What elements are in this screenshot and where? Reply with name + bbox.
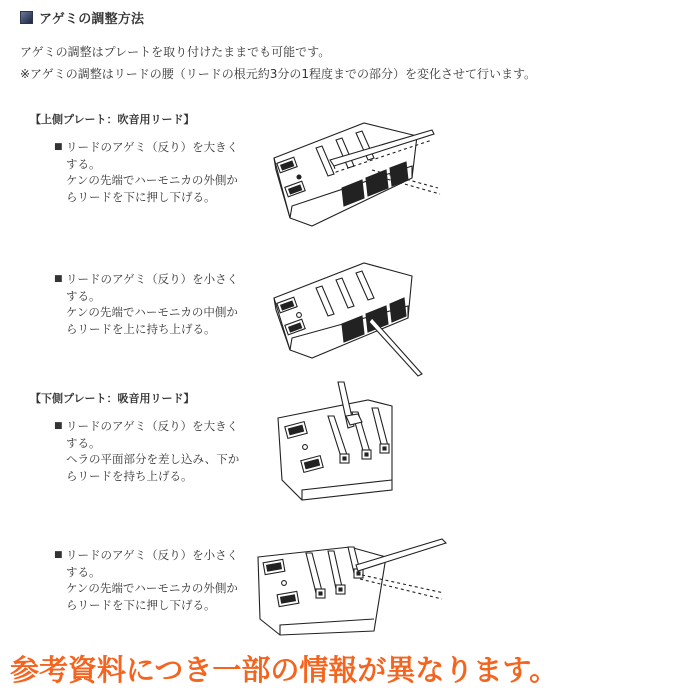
item-line: ケンの先端でハーモニカの中側か <box>66 305 238 319</box>
item-line: らリードを上に持ち上げる。 <box>66 321 216 336</box>
item-line: リードのアゲミ（反り）を大きく <box>66 419 239 433</box>
item-line: ケンの先端でハーモニカの外側か <box>66 581 238 595</box>
illustration-lower-decrease <box>256 535 452 640</box>
illustration-lower-increase <box>272 380 432 505</box>
reference-notice: 参考資料につき一部の情報が異なります。 <box>10 653 559 687</box>
item-line: する。 <box>66 564 101 579</box>
item-line: する。 <box>66 435 101 450</box>
bullet-icon: ■ <box>54 274 63 284</box>
item-line: リードのアゲミ（反り）を大きく <box>66 140 239 154</box>
item-line: らリードを持ち上げる。 <box>66 468 193 483</box>
instruction-item <box>54 139 269 205</box>
section-title-upper-plate: 【上側プレート：吹音用リード】 <box>30 113 195 126</box>
item-line: する。 <box>66 156 101 171</box>
instruction-item <box>54 547 269 613</box>
intro-line-2: ※アゲミの調整はリードの腰（リードの根元約3分の1程度までの部分）を変化させて行います。 <box>20 67 537 81</box>
item-line: リードのアゲミ（反り）を小さく <box>66 272 239 286</box>
item-line: する。 <box>66 288 101 303</box>
item-line: らリードを下に押し下げる。 <box>66 189 216 204</box>
square-bullet-icon <box>20 11 33 24</box>
intro-line-1: アゲミの調整はプレートを取り付けたままでも可能です。 <box>20 45 331 59</box>
page-title: アゲミの調整方法 <box>39 11 145 27</box>
section-title-lower-plate: 【下側プレート：吸音用リード】 <box>30 392 195 405</box>
illustration-upper-increase <box>272 118 452 230</box>
item-line: ケンの先端でハーモニカの外側か <box>66 173 238 187</box>
bullet-icon: ■ <box>54 421 63 431</box>
item-line: ヘラの平面部分を差し込み、下か <box>66 452 240 466</box>
illustration-upper-decrease <box>272 258 432 378</box>
item-line: らリードを下に押し下げる。 <box>66 597 216 612</box>
bullet-icon: ■ <box>54 550 63 560</box>
instruction-item <box>54 271 269 337</box>
instruction-item <box>54 418 269 484</box>
bullet-icon: ■ <box>54 142 63 152</box>
section-heading <box>20 8 144 26</box>
item-line: リードのアゲミ（反り）を小さく <box>66 548 239 562</box>
